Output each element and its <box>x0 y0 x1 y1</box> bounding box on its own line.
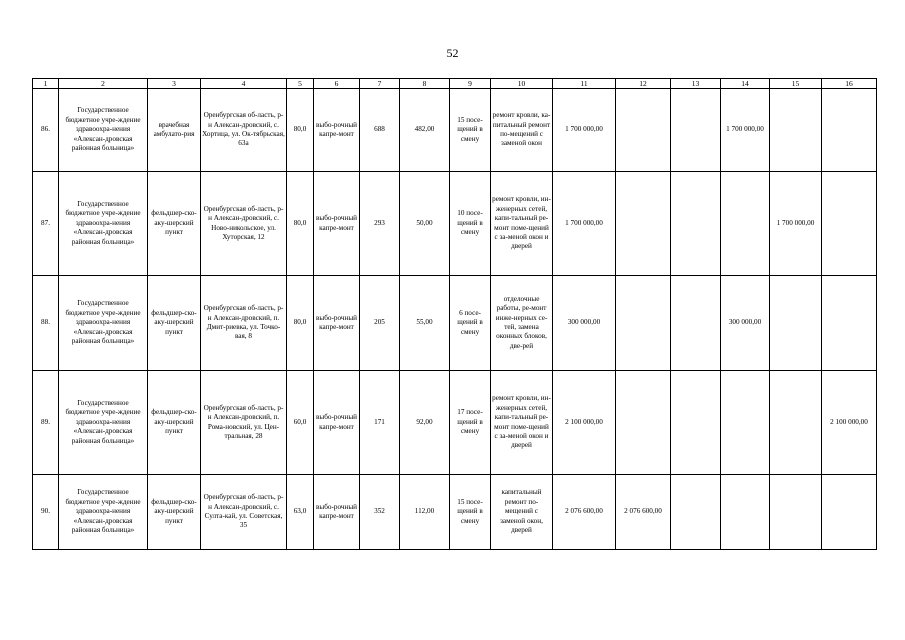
capacity: 10 посе-щений в смену <box>450 172 491 276</box>
total-cost: 1 700 000,00 <box>553 172 616 276</box>
organization-name: Государственное бюджетное учре-ждение здравоохра-нения «Алексан-дровская районная больница» <box>59 172 148 276</box>
wear-percent: 80,0 <box>287 276 314 371</box>
wear-percent: 80,0 <box>287 172 314 276</box>
works-description: ремонт кровли, ин-женерных сетей, капи-тальный ре-монт поме-щений с за-меной окон и дверей <box>491 172 553 276</box>
row-number: 86. <box>33 89 59 172</box>
cost-col15 <box>770 371 822 475</box>
cost-col14 <box>721 371 770 475</box>
cost-col15 <box>770 475 822 550</box>
cell-col8: 92,00 <box>400 371 450 475</box>
column-header: 1 <box>33 79 59 89</box>
table-row <box>33 172 877 276</box>
row-number: 87. <box>33 172 59 276</box>
cost-col14 <box>721 475 770 550</box>
cell-col7: 352 <box>360 475 400 550</box>
facility-address: Оренбургская об-ласть, р-н Алексан-дровский, с. Хортица, ул. Ок-тябрьская, 63а <box>201 89 287 172</box>
column-header: 14 <box>721 79 770 89</box>
total-cost: 2 100 000,00 <box>553 371 616 475</box>
works-description: отделочные работы, ре-монт инже-нерных се-тей, замена оконных блоков, две-рей <box>491 276 553 371</box>
capacity: 15 посе-щений в смену <box>450 89 491 172</box>
facility-type: врачебная амбулато-рия <box>148 89 201 172</box>
column-header: 15 <box>770 79 822 89</box>
facility-type: фельдшер-ско-аку-шерский пункт <box>148 172 201 276</box>
column-header: 16 <box>822 79 877 89</box>
column-header: 3 <box>148 79 201 89</box>
cell-col7: 688 <box>360 89 400 172</box>
row-number: 88. <box>33 276 59 371</box>
cost-col13 <box>671 276 721 371</box>
table-row <box>33 276 877 371</box>
facility-address: Оренбургская об-ласть, р-н Алексан-дровский, с. Султа-кай, ул. Советская, 35 <box>201 475 287 550</box>
column-header: 12 <box>616 79 671 89</box>
cost-col14: 1 700 000,00 <box>721 89 770 172</box>
cost-col15: 1 700 000,00 <box>770 172 822 276</box>
cell-col8: 112,00 <box>400 475 450 550</box>
cell-col7: 205 <box>360 276 400 371</box>
organization-name: Государственное бюджетное учре-ждение здравоохра-нения «Алексан-дровская районная больница» <box>59 276 148 371</box>
cost-col16 <box>822 172 877 276</box>
row-number: 89. <box>33 371 59 475</box>
facility-address: Оренбургская об-ласть, р-н Алексан-дровский, п. Рома-новский, ул. Цен-тральная, 28 <box>201 371 287 475</box>
works-description: ремонт кровли, ин-женерных сетей, капи-тальный ре-монт поме-щений с за-меной окон и дверей <box>491 371 553 475</box>
column-number-row <box>33 79 877 89</box>
cost-col16 <box>822 475 877 550</box>
total-cost: 300 000,00 <box>553 276 616 371</box>
cost-col15 <box>770 276 822 371</box>
cost-col16 <box>822 89 877 172</box>
cell-col7: 293 <box>360 172 400 276</box>
works-description: капитальный ремонт по-мещений с заменой окон, дверей <box>491 475 553 550</box>
wear-percent: 63,0 <box>287 475 314 550</box>
capacity: 6 посе-щений в смену <box>450 276 491 371</box>
cost-col13 <box>671 371 721 475</box>
table-row <box>33 371 877 475</box>
works-description: ремонт кровли, ка-питальный ремонт по-мещений с заменой окон <box>491 89 553 172</box>
column-header: 9 <box>450 79 491 89</box>
wear-percent: 80,0 <box>287 89 314 172</box>
cost-col12 <box>616 371 671 475</box>
page-number: 52 <box>446 46 459 60</box>
cost-col12: 2 076 600,00 <box>616 475 671 550</box>
capacity: 17 посе-щений в смену <box>450 371 491 475</box>
repair-kind: выбо-рочный капре-монт <box>314 89 360 172</box>
repair-kind: выбо-рочный капре-монт <box>314 371 360 475</box>
cell-col8: 50,00 <box>400 172 450 276</box>
column-header: 10 <box>491 79 553 89</box>
facility-address: Оренбургская об-ласть, р-н Алексан-дровский, с. Ново-никольское, ул. Хуторская, 12 <box>201 172 287 276</box>
column-header: 8 <box>400 79 450 89</box>
repair-kind: выбо-рочный капре-монт <box>314 475 360 550</box>
cost-col12 <box>616 276 671 371</box>
cost-col16: 2 100 000,00 <box>822 371 877 475</box>
capacity: 15 посе-щений в смену <box>450 475 491 550</box>
column-header: 6 <box>314 79 360 89</box>
table-row <box>33 89 877 172</box>
facility-address: Оренбургская об-ласть, р-н Алексан-дровский, п. Дмит-риевка, ул. Точко-вая, 8 <box>201 276 287 371</box>
cost-col14: 300 000,00 <box>721 276 770 371</box>
cost-col16 <box>822 276 877 371</box>
column-header: 4 <box>201 79 287 89</box>
cell-col7: 171 <box>360 371 400 475</box>
wear-percent: 60,0 <box>287 371 314 475</box>
total-cost: 2 076 600,00 <box>553 475 616 550</box>
column-header: 7 <box>360 79 400 89</box>
repair-kind: выбо-рочный капре-монт <box>314 276 360 371</box>
organization-name: Государственное бюджетное учре-ждение здравоохра-нения «Алексан-дровская районная больница» <box>59 89 148 172</box>
repair-register-table <box>32 78 877 550</box>
row-number: 90. <box>33 475 59 550</box>
table-row <box>33 475 877 550</box>
cost-col13 <box>671 89 721 172</box>
column-header: 2 <box>59 79 148 89</box>
column-header: 5 <box>287 79 314 89</box>
cost-col13 <box>671 475 721 550</box>
facility-type: фельдшер-ско-аку-шерский пункт <box>148 371 201 475</box>
cost-col14 <box>721 172 770 276</box>
cost-col12 <box>616 172 671 276</box>
organization-name: Государственное бюджетное учре-ждение здравоохра-нения «Алексан-дровская районная больница» <box>59 371 148 475</box>
cell-col8: 482,00 <box>400 89 450 172</box>
organization-name: Государственное бюджетное учре-ждение здравоохра-нения «Алексан-дровская районная больница» <box>59 475 148 550</box>
cost-col15 <box>770 89 822 172</box>
cost-col13 <box>671 172 721 276</box>
facility-type: фельдшер-ско-аку-шерский пункт <box>148 475 201 550</box>
column-header: 13 <box>671 79 721 89</box>
cell-col8: 55,00 <box>400 276 450 371</box>
total-cost: 1 700 000,00 <box>553 89 616 172</box>
facility-type: фельдшер-ско-аку-шерский пункт <box>148 276 201 371</box>
column-header: 11 <box>553 79 616 89</box>
cost-col12 <box>616 89 671 172</box>
repair-kind: выбо-рочный капре-монт <box>314 172 360 276</box>
